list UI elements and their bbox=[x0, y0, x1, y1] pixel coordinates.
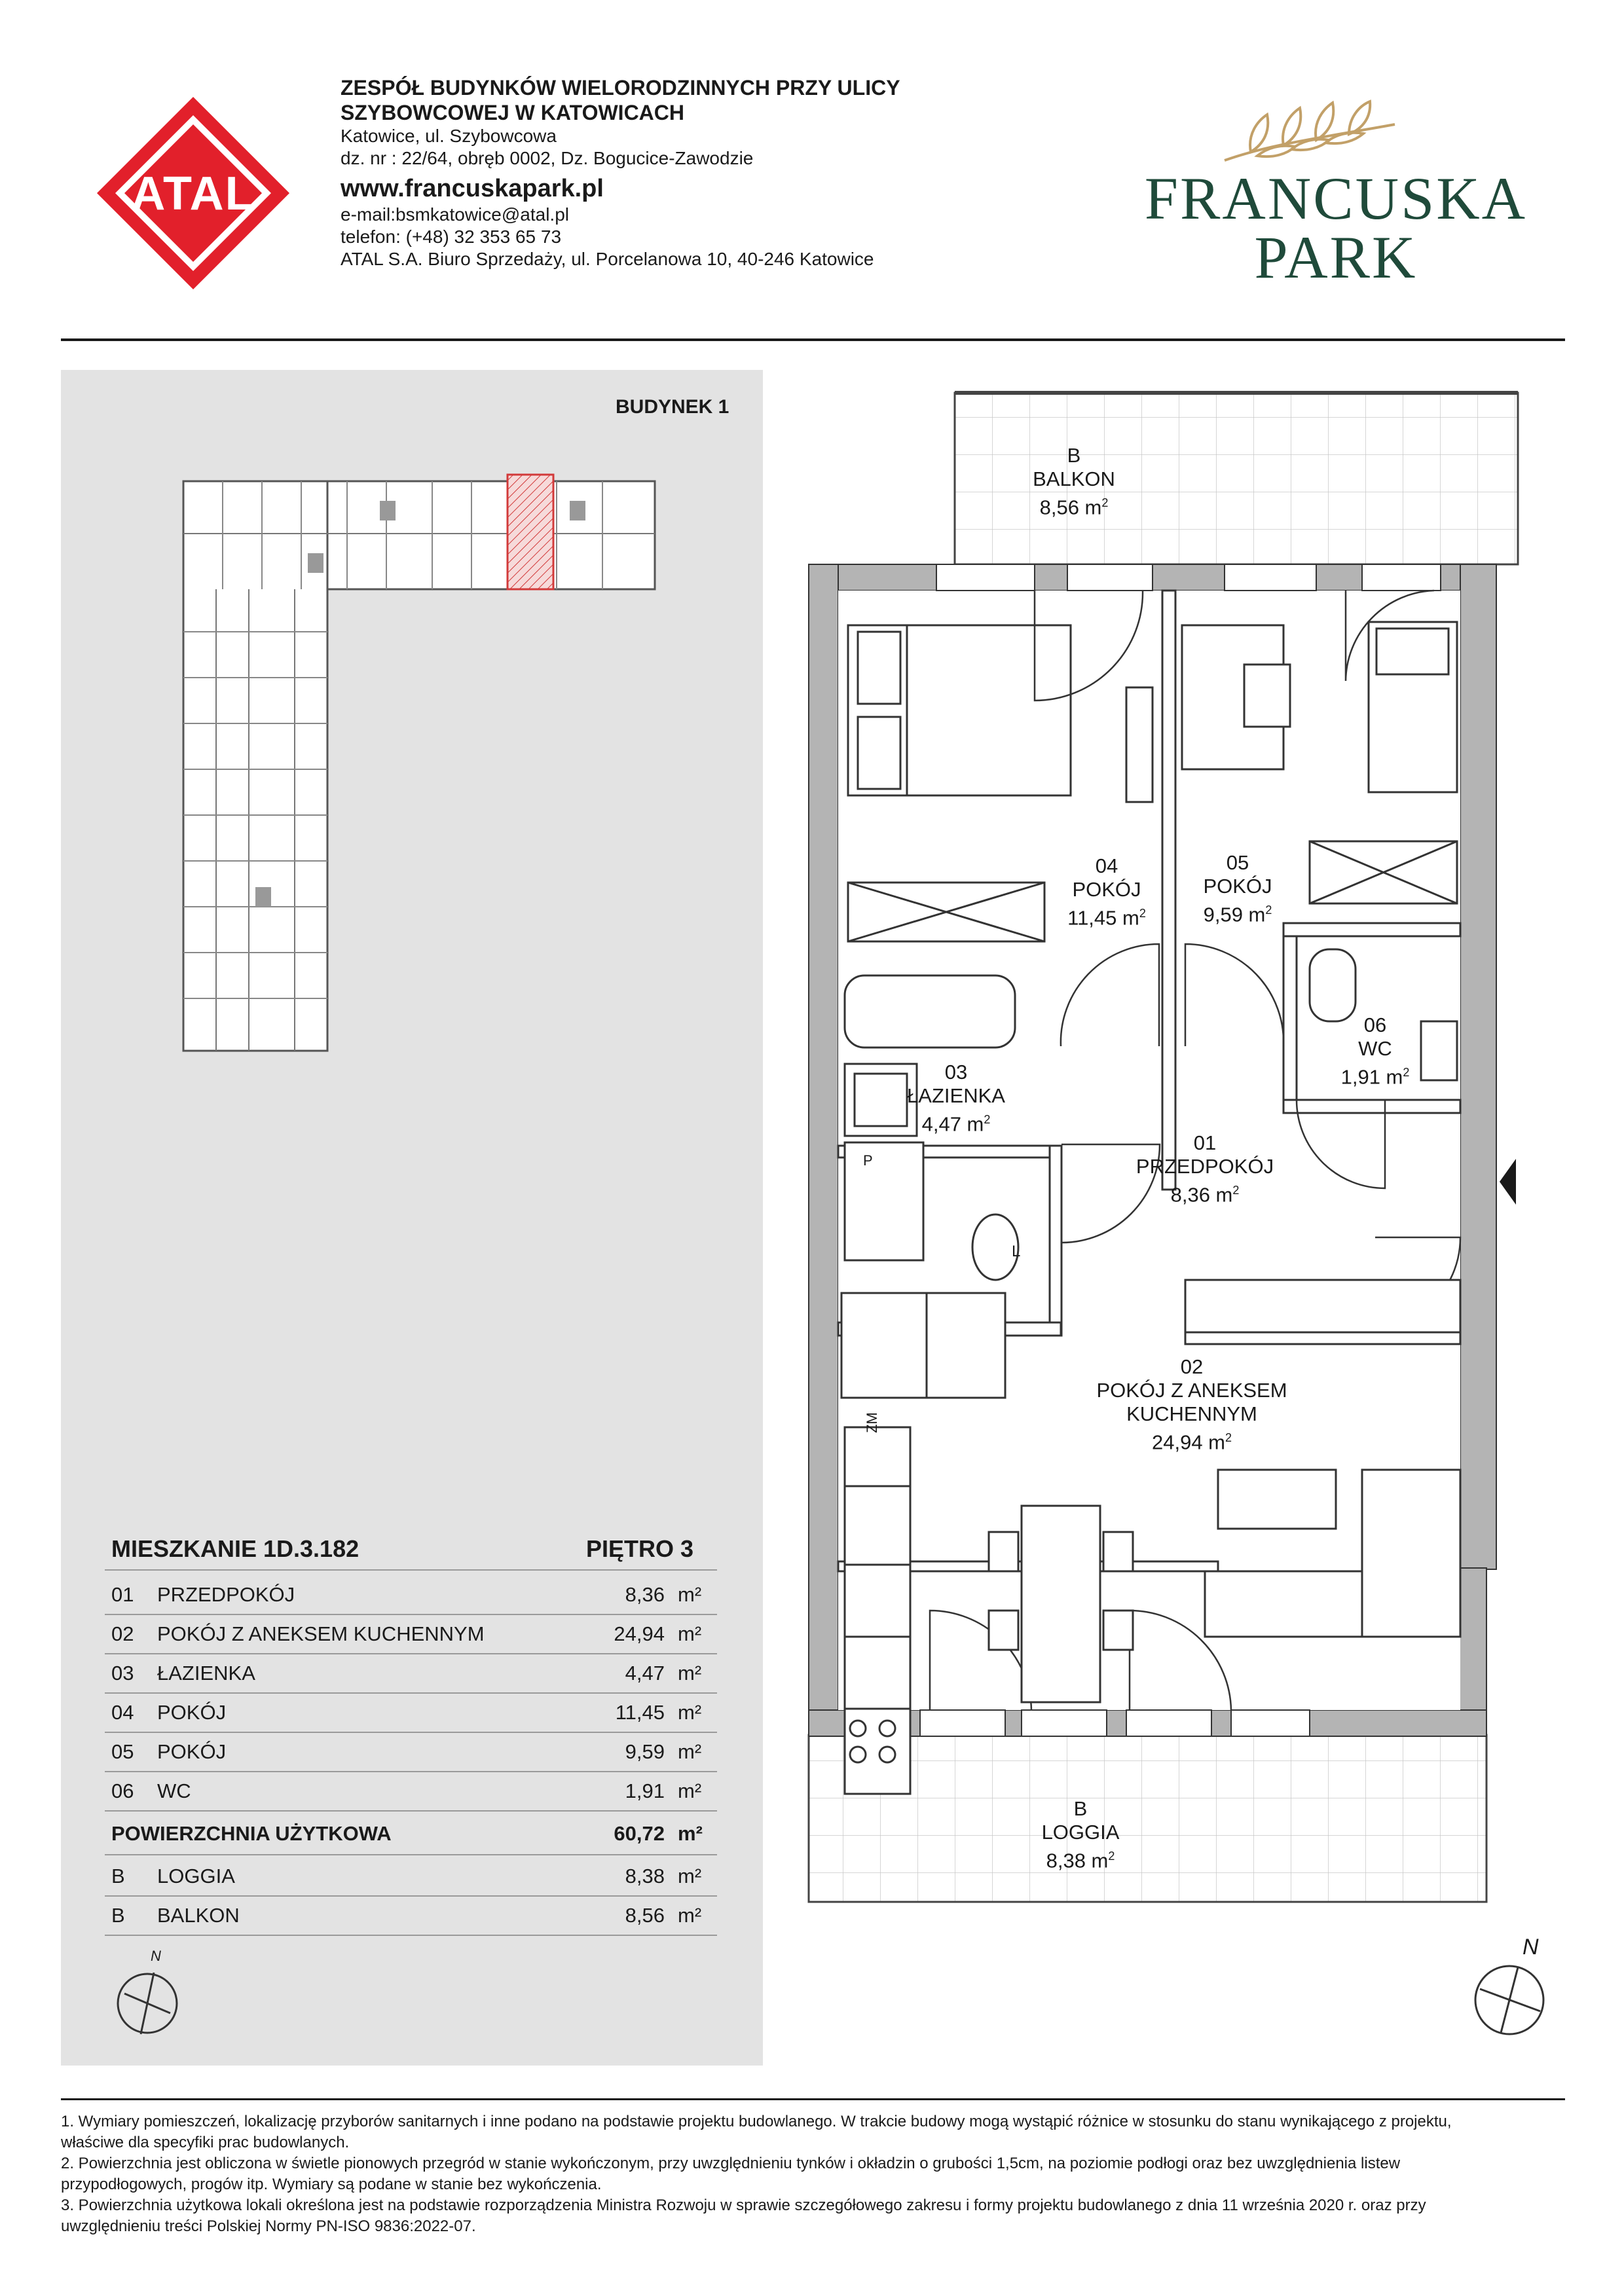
room-02-name-2: KUCHENNYM bbox=[1126, 1402, 1257, 1425]
row-unit: m² bbox=[678, 1904, 702, 1927]
parcel: dz. nr : 22/64, obręb 0002, Dz. Bogucice-Zawodzie bbox=[341, 148, 754, 168]
footer-divider bbox=[61, 2098, 1565, 2100]
row-number: 03 bbox=[111, 1662, 134, 1685]
atal-logo-text: ATAL bbox=[131, 168, 255, 220]
row-name: ŁAZIENKA bbox=[157, 1662, 255, 1685]
row-unit: m² bbox=[678, 1701, 702, 1724]
table-row bbox=[111, 1895, 717, 1935]
loggia-area: 8,38 $m^2$ bbox=[1046, 1849, 1115, 1872]
room-04-name: POKÓJ bbox=[1072, 878, 1141, 901]
row-area: 9,59 bbox=[625, 1740, 665, 1763]
key-plan bbox=[177, 468, 674, 1057]
balkon-code: B bbox=[1067, 444, 1081, 467]
building-label: BUDYNEK 1 bbox=[616, 396, 729, 418]
brand-line1: FRANCUSKA bbox=[1144, 165, 1528, 232]
room-04-area: 11,45 $m^2$ bbox=[1067, 906, 1146, 930]
website-link[interactable]: www.francuskapark.pl bbox=[341, 175, 604, 202]
apartment-title: MIESZKANIE 1D.3.182 bbox=[111, 1535, 360, 1562]
room-03-code: 03 bbox=[944, 1061, 968, 1084]
row-unit: m² bbox=[678, 1583, 702, 1606]
footnotes bbox=[61, 2111, 1567, 2237]
row-name: BALKON bbox=[157, 1904, 240, 1927]
room-01-code: 01 bbox=[1193, 1131, 1217, 1154]
label-loggia bbox=[1015, 1797, 1146, 1872]
row-area: 8,38 bbox=[625, 1865, 665, 1887]
row-number: 06 bbox=[111, 1779, 134, 1802]
note-1a: 1. Wymiary pomieszczeń, lokalizację przyborów sanitarnych i inne podano na podstawie projektu budowlanego. W trakcie budowy mogą wystąpić różnice w stosunku do stanu wynikającego z projektu, bbox=[61, 2113, 1452, 2130]
room-03-area: 4,47 $m^2$ bbox=[921, 1112, 991, 1136]
sales-office: ATAL S.A. Biuro Sprzedaży, ul. Porcelanowa 10, 40-246 Katowice bbox=[341, 249, 874, 269]
address: Katowice, ul. Szybowcowa bbox=[341, 126, 557, 146]
label-room-03 bbox=[891, 1061, 1022, 1136]
table-row bbox=[111, 1692, 717, 1732]
header-divider bbox=[61, 338, 1565, 341]
fridge-label: ZM bbox=[863, 1412, 880, 1433]
row-unit: m² bbox=[678, 1662, 702, 1685]
note-3b: uwzględnieniu treści Polskiej Normy PN-ISO 9836:2022-07. bbox=[61, 2217, 476, 2235]
label-room-02 bbox=[1087, 1355, 1297, 1454]
table-row bbox=[111, 1771, 717, 1810]
row-number: 05 bbox=[111, 1740, 134, 1763]
row-area: 24,94 bbox=[614, 1622, 665, 1645]
note-2b: przypodłogowych, progów itp. Wymiary są podane w stanie bez wykończenia. bbox=[61, 2176, 602, 2193]
table-row bbox=[111, 1856, 717, 1895]
room-05-code: 05 bbox=[1226, 851, 1249, 874]
row-area: 8,56 bbox=[625, 1904, 665, 1927]
room-01-area: 8,36 $m^2$ bbox=[1170, 1183, 1240, 1207]
label-room-05 bbox=[1179, 851, 1297, 926]
p-label: P bbox=[863, 1152, 873, 1169]
table-row bbox=[111, 1732, 717, 1771]
row-area: 8,36 bbox=[625, 1583, 665, 1606]
row-unit: m² bbox=[678, 1779, 702, 1802]
total-row bbox=[111, 1813, 717, 1853]
north-label-large: N bbox=[1522, 1935, 1539, 1959]
room-06-area: 1,91 $m^2$ bbox=[1340, 1065, 1410, 1089]
note-3a: 3. Powierzchnia użytkowa lokali określona jest na podstawie rozporządzenia Ministra Rozwoju w sprawie szczegółowego zakresu i formy projektu budowlanego z dnia 11 września 2020 r. oraz przy bbox=[61, 2196, 1426, 2214]
row-unit: m² bbox=[678, 1622, 702, 1645]
table-row bbox=[111, 1653, 717, 1692]
table-row bbox=[111, 1575, 717, 1614]
row-number: B bbox=[111, 1865, 125, 1887]
balkon-area: 8,56 $m^2$ bbox=[1039, 496, 1109, 519]
row-number: 01 bbox=[111, 1583, 134, 1606]
room-04-code: 04 bbox=[1095, 854, 1118, 877]
room-01-name: PRZEDPOKÓJ bbox=[1135, 1155, 1274, 1178]
project-title-2: SZYBOWCOWEJ W KATOWICACH bbox=[341, 101, 684, 124]
loggia-name: LOGGIA bbox=[1041, 1821, 1120, 1844]
leaf-icon bbox=[1211, 98, 1408, 170]
total-label: POWIERZCHNIA UŻYTKOWA bbox=[111, 1822, 392, 1845]
row-area: 11,45 bbox=[615, 1701, 665, 1724]
brand-line2: PARK bbox=[1254, 224, 1418, 291]
row-name: POKÓJ bbox=[157, 1740, 227, 1763]
row-rule bbox=[105, 1854, 717, 1855]
label-room-01 bbox=[1126, 1131, 1283, 1207]
total-unit: m² bbox=[678, 1822, 703, 1845]
table-row bbox=[111, 1614, 717, 1653]
loggia-code: B bbox=[1073, 1797, 1088, 1820]
row-name: PRZEDPOKÓJ bbox=[157, 1583, 295, 1606]
room-06-code: 06 bbox=[1363, 1013, 1387, 1036]
floor-label: PIĘTRO 3 bbox=[586, 1535, 694, 1562]
header-info bbox=[341, 75, 1061, 270]
room-02-code: 02 bbox=[1180, 1355, 1204, 1378]
total-area: 60,72 bbox=[614, 1822, 665, 1845]
compass-large bbox=[1467, 1935, 1559, 2036]
room-06-name: WC bbox=[1358, 1037, 1392, 1060]
row-unit: m² bbox=[678, 1740, 702, 1763]
row-name: POKÓJ bbox=[157, 1701, 227, 1724]
label-room-04 bbox=[1041, 854, 1172, 930]
francuska-park-logo bbox=[1133, 98, 1539, 291]
row-unit: m² bbox=[678, 1865, 702, 1887]
row-number: 02 bbox=[111, 1622, 134, 1645]
room-05-name: POKÓJ bbox=[1203, 875, 1272, 898]
north-label-small: N bbox=[151, 1948, 161, 1964]
note-2a: 2. Powierzchnia jest obliczona w świetle pionowych przegród w stanie wykończonym, przy uwzględnieniu tynków i okładzin o grubości 1,5cm, na poziomie podłogi oraz bez uwzględnienia listew bbox=[61, 2155, 1401, 2172]
note-1b: właściwe dla specyfiki prac budowlanych. bbox=[61, 2134, 350, 2151]
l-label: L bbox=[1012, 1243, 1021, 1260]
row-number: B bbox=[111, 1904, 125, 1927]
row-rule bbox=[105, 1935, 717, 1936]
room-05-area: 9,59 $m^2$ bbox=[1203, 903, 1272, 926]
room-03-name: ŁAZIENKA bbox=[907, 1084, 1005, 1107]
row-area: 1,91 bbox=[625, 1779, 665, 1802]
label-balkon bbox=[1008, 444, 1139, 519]
email-link[interactable]: e-mail:bsmkatowice@atal.pl bbox=[341, 204, 569, 225]
row-name: WC bbox=[157, 1779, 191, 1802]
row-rule bbox=[105, 1810, 717, 1812]
row-name: LOGGIA bbox=[157, 1865, 235, 1887]
phone: telefon: (+48) 32 353 65 73 bbox=[341, 227, 562, 247]
atal-logo bbox=[92, 92, 295, 295]
row-name: POKÓJ Z ANEKSEM KUCHENNYM bbox=[157, 1622, 485, 1645]
row-number: 04 bbox=[111, 1701, 134, 1724]
row-area: 4,47 bbox=[625, 1662, 665, 1685]
compass-small bbox=[111, 1948, 190, 2039]
label-room-06 bbox=[1323, 1013, 1428, 1089]
room-02-name-1: POKÓJ Z ANEKSEM bbox=[1096, 1379, 1287, 1402]
project-title-1: ZESPÓŁ BUDYNKÓW WIELORODZINNYCH PRZY ULICY bbox=[341, 76, 900, 100]
room-02-area: 24,94 $m^2$ bbox=[1151, 1430, 1232, 1454]
balkon-name: BALKON bbox=[1033, 467, 1115, 490]
table-header-rule bbox=[105, 1569, 717, 1571]
